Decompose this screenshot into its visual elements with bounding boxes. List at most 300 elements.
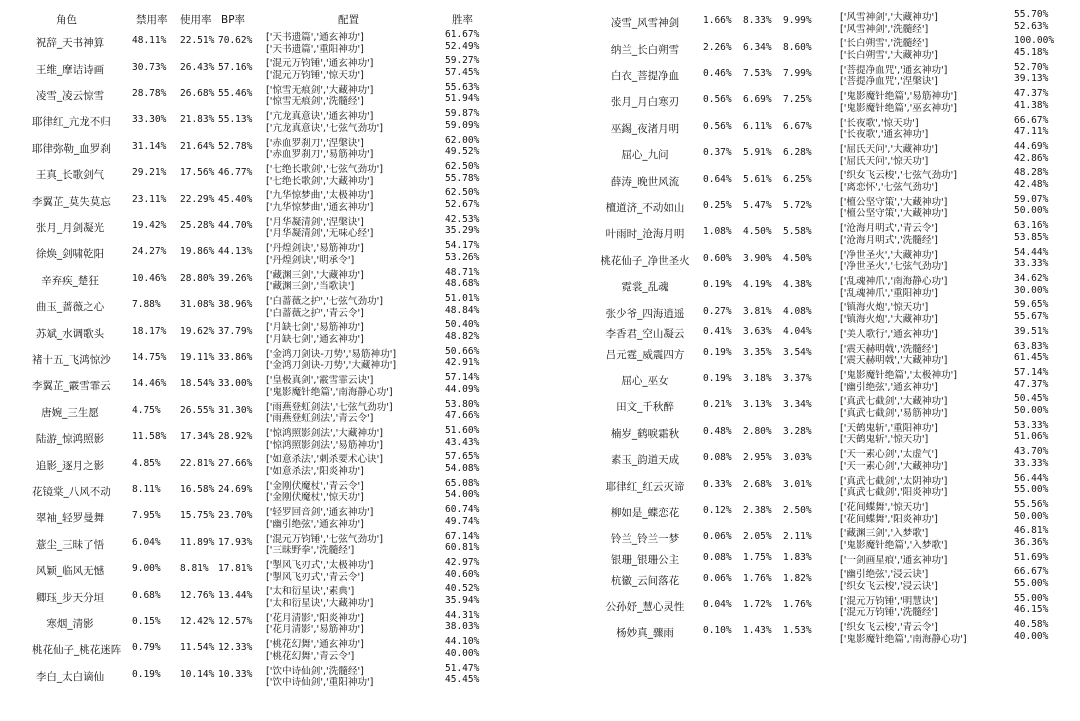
- bp-rate: 46.77%: [218, 167, 253, 179]
- config-entry: ['月缺七剑','易筋神功']: [266, 322, 364, 334]
- use-rate: 2.38%: [743, 505, 772, 517]
- win-rate: 100.00%: [1014, 35, 1055, 47]
- role-name: 褚十五_飞鸿惊沙: [32, 353, 111, 366]
- ban-rate: 0.48%: [703, 425, 732, 437]
- win-rate: 44.09%: [445, 383, 480, 395]
- win-rate: 61.45%: [1014, 352, 1049, 364]
- table-row: [600, 114, 1070, 140]
- ban-rate: 10.46%: [132, 272, 167, 284]
- win-rate: 55.00%: [1014, 484, 1049, 496]
- win-rate: 53.80%: [445, 398, 480, 410]
- config-entry: ['长白朔雪','洗髓经']: [840, 38, 929, 50]
- config-entry: ['真武七截剑','易筋神功']: [840, 407, 948, 419]
- use-rate: 3.81%: [743, 305, 772, 317]
- config-entry: ['织女飞云梭','七弦气劲功']: [840, 170, 958, 182]
- win-rate: 57.65%: [445, 451, 480, 463]
- config-entry: ['雨燕登虹剑法','青云令']: [266, 413, 374, 425]
- win-rate: 48.28%: [1014, 167, 1049, 179]
- config-entry: ['长夜歌','通玄神功']: [840, 129, 929, 141]
- use-rate: 8.81%: [180, 563, 209, 575]
- bp-rate: 4.04%: [783, 326, 812, 338]
- bp-rate: 27.66%: [218, 457, 253, 469]
- use-rate: 5.47%: [743, 199, 772, 211]
- role-name: 素玉_韵道天成: [610, 454, 680, 467]
- win-rate: 50.00%: [1014, 404, 1049, 416]
- ban-rate: 0.37%: [703, 147, 732, 159]
- role-name: 杨妙真_骤雨: [616, 627, 674, 640]
- role-name: 卿珏_步天分垣: [35, 591, 105, 604]
- role-name: 吕元霆_威震四方: [605, 348, 685, 361]
- win-rate: 34.62%: [1014, 273, 1049, 284]
- win-rate: 47.37%: [1014, 88, 1049, 100]
- config-entry: ['九华惊梦曲','通玄神功']: [266, 202, 374, 214]
- role-name: 唐婉_三生愿: [41, 406, 99, 419]
- role-name: 风颖_临风无憾: [35, 565, 105, 578]
- table-row: [32, 54, 502, 80]
- use-rate: 8.33%: [743, 15, 772, 27]
- table-row: [32, 292, 502, 318]
- table-row: [600, 618, 1070, 644]
- config-entry: ['桃花幻舞','青云令']: [266, 650, 355, 662]
- table-row: [32, 345, 502, 371]
- win-rate: 45.18%: [1014, 47, 1049, 59]
- win-rate: 44.31%: [445, 609, 480, 621]
- role-name: 耶律红_红云灭谛: [605, 480, 685, 493]
- table-row: [600, 419, 1070, 445]
- win-rate: 35.29%: [445, 225, 480, 237]
- ban-rate: 19.42%: [132, 219, 167, 231]
- use-rate: 21.64%: [180, 140, 215, 152]
- config-entry: ['藏渊三剑','大藏神功']: [266, 269, 364, 281]
- win-rate: 59.87%: [445, 108, 480, 120]
- bp-rate: 55.13%: [218, 114, 253, 126]
- win-rate: 50.45%: [1014, 393, 1049, 405]
- table-row: [32, 81, 502, 107]
- win-rate: 33.33%: [1014, 457, 1049, 469]
- win-rate: 44.10%: [445, 636, 480, 648]
- table-row: [600, 325, 1070, 340]
- win-rate: 52.49%: [445, 40, 480, 52]
- bp-rate: 12.33%: [218, 642, 253, 654]
- role-name: 苏斌_水调歌头: [35, 327, 105, 340]
- table-row: [600, 392, 1070, 418]
- config-entry: ['金鸿刀剑诀-刀势','易筋神功']: [266, 348, 397, 360]
- role-name: 王真_长歌剑气: [35, 169, 105, 182]
- bp-rate: 4.38%: [783, 279, 812, 291]
- win-rate: 63.83%: [1014, 340, 1049, 352]
- win-rate: 48.68%: [445, 278, 480, 290]
- use-rate: 15.75%: [180, 510, 215, 522]
- use-rate: 19.86%: [180, 246, 215, 258]
- bp-rate: 17.81%: [218, 563, 253, 575]
- config-entry: ['沧海月明式','洗髓经']: [840, 234, 938, 246]
- config-entry: ['金刚伏魔杖','青云令']: [266, 480, 364, 492]
- bp-rate: 45.40%: [218, 193, 253, 205]
- use-rate: 4.19%: [743, 279, 772, 291]
- config-entry: ['鬼影魔针绝篇','易筋神功']: [840, 91, 958, 103]
- ban-rate: 1.08%: [703, 226, 732, 238]
- use-rate: 3.90%: [743, 252, 772, 264]
- role-name: 屈心_巫女: [621, 375, 669, 388]
- win-rate: 50.00%: [1014, 205, 1049, 217]
- config-entry: ['天书遗篇','通玄神功']: [266, 32, 364, 43]
- ban-rate: 0.10%: [703, 625, 732, 637]
- role-name: 李翼芷_霰雪霏云: [32, 380, 111, 393]
- config-entry: ['混元万钧锤','通玄神功']: [266, 58, 374, 70]
- config-entry: ['檀公坚守策','大藏神功']: [840, 208, 948, 220]
- win-rate: 51.60%: [445, 425, 480, 436]
- config-entry: ['镇海火炮','惊天功']: [840, 302, 929, 314]
- config-entry: ['月华凝清剑','无味心经']: [266, 228, 374, 240]
- config-entry: ['三昧野拳','洗髓经']: [266, 545, 355, 557]
- role-name: 耶律红_亢龙不归: [32, 116, 111, 129]
- config-entry: ['屈氏天问','大藏神功']: [840, 144, 938, 155]
- win-rate: 47.37%: [1014, 378, 1049, 390]
- left-table-body: [32, 28, 502, 688]
- right-table: [600, 8, 1070, 645]
- use-rate: 19.62%: [180, 325, 215, 337]
- ban-rate: 14.75%: [132, 351, 167, 363]
- header-win-rate: 胜率: [452, 14, 473, 26]
- win-rate: 55.63%: [445, 81, 480, 93]
- use-rate: 5.91%: [743, 147, 772, 159]
- config-entry: ['太和衍星诀','素典']: [266, 586, 355, 598]
- use-rate: 25.28%: [180, 219, 215, 231]
- config-entry: ['金刚伏魔杖','惊天功']: [266, 492, 364, 504]
- use-rate: 31.08%: [180, 299, 215, 311]
- use-rate: 26.43%: [180, 61, 215, 73]
- win-rate: 60.74%: [445, 504, 480, 516]
- left-table: [32, 8, 502, 688]
- bp-rate: 4.08%: [783, 305, 812, 317]
- table-row: [600, 524, 1070, 550]
- ban-rate: 0.19%: [703, 279, 732, 291]
- role-name: 张少爷_四海逍遥: [605, 307, 685, 320]
- config-entry: ['美人歌行','通玄神功']: [840, 328, 938, 340]
- win-rate: 56.44%: [1014, 472, 1049, 484]
- table-row: [600, 87, 1070, 113]
- table-row: [32, 186, 502, 212]
- ban-rate: 28.78%: [132, 87, 167, 99]
- win-rate: 65.08%: [445, 477, 480, 489]
- ban-rate: 11.58%: [132, 431, 167, 443]
- table-row: [600, 366, 1070, 392]
- win-rate: 48.82%: [445, 331, 480, 343]
- config-entry: ['鬼影魔针绝篇','入梦歌']: [840, 539, 948, 551]
- bp-rate: 28.92%: [218, 431, 253, 443]
- config-entry: ['花月清影','阳炎神功']: [266, 612, 364, 624]
- role-name: 纳兰_长白朔雪: [610, 43, 680, 56]
- use-rate: 26.55%: [180, 404, 215, 416]
- use-rate: 17.34%: [180, 431, 215, 443]
- role-name: 耶律弥勒_血罗刹: [32, 142, 111, 155]
- config-entry: ['太和衍星诀','大藏神功']: [266, 598, 374, 610]
- win-rate: 62.00%: [445, 134, 480, 146]
- ban-rate: 0.12%: [703, 505, 732, 517]
- config-entry: ['长白朔雪','大藏神功']: [840, 50, 938, 62]
- use-rate: 17.56%: [180, 167, 215, 179]
- bp-rate: 38.96%: [218, 299, 253, 311]
- role-name: 翠袖_轻罗曼舞: [35, 512, 105, 525]
- ban-rate: 0.15%: [132, 615, 161, 627]
- table-row: [600, 61, 1070, 87]
- win-rate: 46.81%: [1014, 525, 1049, 537]
- win-rate: 42.53%: [445, 213, 480, 225]
- config-entry: ['七绝长歌剑','大藏神功']: [266, 175, 374, 187]
- table-row: [600, 140, 1070, 166]
- use-rate: 11.54%: [180, 642, 215, 654]
- bp-rate: 31.30%: [218, 404, 253, 416]
- win-rate: 40.00%: [1014, 630, 1049, 642]
- win-rate: 59.65%: [1014, 299, 1049, 311]
- use-rate: 18.54%: [180, 378, 215, 390]
- table-row: [32, 635, 502, 661]
- config-entry: ['震天赫明戟','大藏神功']: [840, 355, 948, 367]
- config-entry: ['赤血罗刹刀','涅槃诀']: [266, 137, 364, 149]
- bp-rate: 12.57%: [218, 615, 253, 627]
- config-entry: ['花月清影','易筋神功']: [266, 624, 364, 636]
- use-rate: 1.43%: [743, 625, 772, 637]
- use-rate: 2.80%: [743, 425, 772, 437]
- use-rate: 12.42%: [180, 615, 215, 627]
- win-rate: 50.66%: [445, 345, 480, 357]
- use-rate: 16.58%: [180, 483, 215, 495]
- config-entry: ['镇海火炮','大藏神功']: [840, 314, 938, 326]
- config-entry: ['混元万钧锤','惊天功']: [266, 70, 364, 82]
- win-rate: 55.56%: [1014, 498, 1049, 510]
- config-entry: ['离恋怀','七弦气劲功']: [840, 182, 938, 194]
- ban-rate: 48.11%: [132, 35, 167, 47]
- bp-rate: 55.46%: [218, 87, 253, 99]
- ban-rate: 23.11%: [132, 193, 167, 205]
- config-entry: ['鬼影魔针绝篇','南海静心功']: [266, 386, 393, 398]
- win-rate: 47.66%: [445, 410, 480, 422]
- config-entry: ['如意杀法','刺杀要术心诀']: [266, 454, 384, 466]
- win-rate: 53.33%: [1014, 419, 1049, 431]
- ban-rate: 0.46%: [703, 67, 732, 79]
- config-entry: ['真武七截剑','阳炎神功']: [840, 487, 948, 499]
- use-rate: 6.69%: [743, 94, 772, 106]
- config-entry: ['惊雪无痕剑','大藏神功']: [266, 84, 374, 96]
- win-rate: 39.13%: [1014, 73, 1049, 85]
- bp-rate: 57.16%: [218, 61, 253, 73]
- config-entry: ['风雪神剑','大藏神功']: [840, 12, 938, 23]
- win-rate: 62.50%: [445, 161, 480, 172]
- bp-rate: 1.53%: [783, 625, 812, 637]
- config-entry: ['天鹤鬼斩','重阳神功']: [840, 422, 938, 434]
- config-entry: ['净世圣火','七弦气劲功']: [840, 261, 948, 273]
- config-entry: ['惊鸿照影剑法','大藏神功']: [266, 428, 384, 439]
- win-rate: 51.69%: [1014, 551, 1049, 563]
- role-name: 李白_太白谪仙: [35, 670, 105, 683]
- win-rate: 50.00%: [1014, 510, 1049, 522]
- role-name: 公孙妤_慧心灵性: [605, 600, 685, 613]
- ban-rate: 33.30%: [132, 114, 167, 126]
- win-rate: 59.27%: [445, 55, 480, 67]
- bp-rate: 3.37%: [783, 373, 812, 385]
- win-rate: 51.06%: [1014, 431, 1049, 443]
- win-rate: 60.81%: [445, 542, 480, 554]
- win-rate: 48.84%: [445, 304, 480, 316]
- table-row: [32, 213, 502, 239]
- table-row: [600, 272, 1070, 298]
- use-rate: 2.95%: [743, 452, 772, 464]
- win-rate: 57.45%: [445, 67, 480, 79]
- bp-rate: 44.70%: [218, 219, 253, 231]
- role-name: 花镜棠_八风不动: [32, 485, 111, 498]
- bp-rate: 3.28%: [783, 425, 812, 437]
- win-rate: 40.52%: [445, 583, 480, 595]
- ban-rate: 0.19%: [703, 373, 732, 385]
- use-rate: 2.68%: [743, 478, 772, 490]
- table-row: [32, 28, 502, 54]
- config-entry: ['混元万钧锤','七弦气劲功']: [266, 533, 384, 545]
- ban-rate: 7.95%: [132, 510, 161, 522]
- table-row: [32, 609, 502, 635]
- config-entry: ['幽引绝弦','浸云诀']: [840, 569, 929, 581]
- bp-rate: 6.67%: [783, 120, 812, 132]
- ban-rate: 0.06%: [703, 572, 732, 584]
- use-rate: 6.34%: [743, 41, 772, 53]
- header-bp-rate: BP率: [221, 14, 246, 26]
- ban-rate: 0.27%: [703, 305, 732, 317]
- win-rate: 63.16%: [1014, 220, 1049, 232]
- role-name: 柳如是_蝶恋花: [610, 507, 680, 520]
- win-rate: 55.00%: [1014, 592, 1049, 604]
- config-entry: ['真武七截剑','太阴神功']: [840, 475, 948, 487]
- config-entry: ['混元万钧锤','洗髓经']: [840, 607, 938, 619]
- win-rate: 55.00%: [1014, 578, 1049, 590]
- config-entry: ['白蔷薇之护','七弦气劲功']: [266, 296, 384, 307]
- use-rate: 11.89%: [180, 536, 215, 548]
- bp-rate: 37.79%: [218, 325, 253, 337]
- win-rate: 67.14%: [445, 530, 480, 542]
- win-rate: 61.67%: [445, 29, 480, 40]
- win-rate: 48.71%: [445, 266, 480, 278]
- win-rate: 43.70%: [1014, 446, 1049, 458]
- ban-rate: 0.68%: [132, 589, 161, 601]
- win-rate: 45.45%: [445, 674, 480, 686]
- win-rate: 62.50%: [445, 187, 480, 199]
- config-entry: ['混元万钧锤','明慧诀']: [840, 595, 938, 607]
- bp-rate: 2.50%: [783, 505, 812, 517]
- bp-rate: 44.13%: [218, 246, 253, 258]
- role-name: 追影_逐月之影: [35, 459, 105, 472]
- config-entry: ['净世圣火','大藏神功']: [840, 249, 938, 261]
- win-rate: 39.51%: [1014, 325, 1049, 337]
- bp-rate: 1.83%: [783, 552, 812, 564]
- role-name: 辛弃疾_楚狂: [41, 274, 99, 287]
- table-row: [600, 472, 1070, 498]
- ban-rate: 4.75%: [132, 404, 161, 416]
- role-name: 凌雪_风雪神剑: [610, 17, 680, 30]
- config-entry: ['鬼影魔针绝篇','巫玄神功']: [840, 102, 958, 114]
- config-entry: ['幽引绝弦','通玄神功']: [266, 518, 364, 530]
- win-rate: 55.67%: [1014, 311, 1049, 323]
- role-name: 张月_月白寒刃: [610, 96, 680, 109]
- ban-rate: 2.26%: [703, 41, 732, 53]
- config-entry: ['一剑画星痕','通玄神功']: [840, 554, 948, 566]
- win-rate: 40.00%: [445, 647, 480, 659]
- table-row: [32, 530, 502, 556]
- win-rate: 43.43%: [445, 436, 480, 448]
- table-row: [32, 503, 502, 529]
- config-entry: ['震天赫明戟','洗髓经']: [840, 343, 938, 355]
- ban-rate: 7.88%: [132, 299, 161, 311]
- win-rate: 53.26%: [445, 251, 480, 263]
- table-row: [600, 8, 1070, 34]
- ban-rate: 24.27%: [132, 246, 167, 258]
- role-name: 叶雨时_沧海月明: [605, 228, 685, 241]
- header-ban-rate: 禁用率: [136, 14, 168, 26]
- win-rate: 51.94%: [445, 93, 480, 105]
- use-rate: 12.76%: [180, 589, 215, 601]
- win-rate: 40.58%: [1014, 619, 1049, 631]
- role-name: 王维_摩诘诗画: [35, 63, 105, 76]
- bp-rate: 24.69%: [218, 483, 253, 495]
- win-rate: 49.52%: [445, 146, 480, 158]
- table-row: [600, 193, 1070, 219]
- bp-rate: 3.34%: [783, 399, 812, 411]
- config-entry: ['亢龙真意诀','七弦气劲功']: [266, 122, 384, 134]
- role-name: 白衣_菩提净血: [610, 69, 680, 82]
- ban-rate: 31.14%: [132, 140, 167, 152]
- ban-rate: 30.73%: [132, 61, 167, 73]
- role-name: 曲玉_蔷薇之心: [35, 301, 105, 314]
- win-rate: 36.36%: [1014, 536, 1049, 548]
- config-entry: ['天一素心剑','大藏神功']: [840, 460, 948, 472]
- ban-rate: 9.00%: [132, 563, 161, 575]
- table-row: [32, 398, 502, 424]
- table-row: [600, 498, 1070, 524]
- ban-rate: 0.06%: [703, 531, 732, 543]
- win-rate: 59.09%: [445, 119, 480, 131]
- role-name: 霓裳_乱魂: [621, 281, 669, 294]
- config-entry: ['菩提净血咒','通玄神功']: [840, 64, 948, 76]
- use-rate: 1.72%: [743, 598, 772, 610]
- ban-rate: 0.79%: [132, 642, 161, 654]
- right-table-body: [600, 9, 1070, 645]
- config-entry: ['天书遗篇','重阳神功']: [266, 43, 364, 55]
- config-entry: ['皇极真剑','霰雪霏云诀']: [266, 375, 374, 387]
- config-entry: ['长夜歌','惊天功']: [840, 117, 919, 129]
- bp-rate: 6.28%: [783, 147, 812, 159]
- use-rate: 22.81%: [180, 457, 215, 469]
- ban-rate: 8.11%: [132, 483, 161, 495]
- role-name: 李香君_空山凝云: [605, 328, 685, 341]
- table-row: [600, 246, 1070, 272]
- bp-rate: 10.33%: [218, 668, 253, 680]
- bp-rate: 7.25%: [783, 94, 812, 106]
- role-name: 铃兰_铃兰一梦: [610, 533, 680, 546]
- table-row: [600, 166, 1070, 192]
- config-entry: ['雨燕登虹剑法','七弦气劲功']: [266, 401, 393, 413]
- bp-rate: 39.26%: [218, 272, 253, 284]
- bp-rate: 7.99%: [783, 67, 812, 79]
- bp-rate: 5.58%: [783, 226, 812, 238]
- win-rate: 51.47%: [445, 662, 480, 674]
- table-row: [32, 424, 502, 450]
- config-entry: ['饮中诗仙剑','洗髓经']: [266, 665, 364, 677]
- ban-rate: 0.64%: [703, 173, 732, 185]
- config-entry: ['屈氏天问','惊天功']: [840, 155, 929, 167]
- config-entry: ['丹煌剑诀','易筋神功']: [266, 243, 364, 255]
- config-entry: ['惊鸿照影剑法','易筋神功']: [266, 439, 384, 451]
- role-name: 巫錫_夜渚月明: [610, 122, 680, 135]
- role-name: 桃花仙子_净世圣火: [600, 254, 690, 267]
- config-entry: ['沧海月明式','青云令']: [840, 223, 938, 235]
- win-rate: 40.60%: [445, 568, 480, 580]
